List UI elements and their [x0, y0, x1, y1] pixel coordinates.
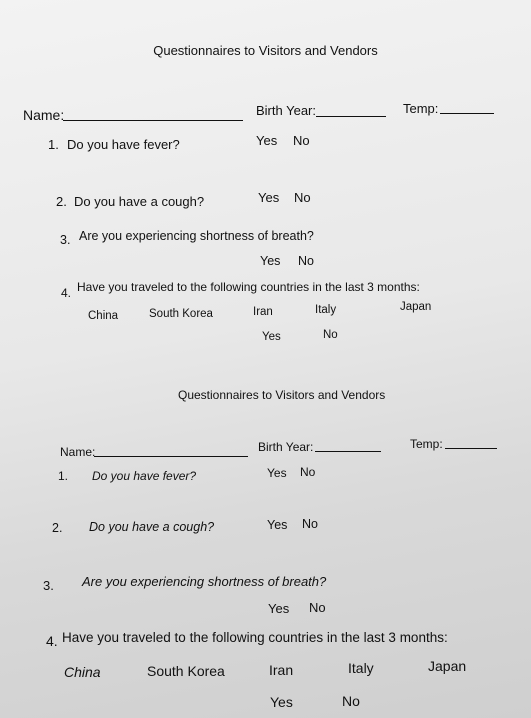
form2-q3-text: Are you experiencing shortness of breath?	[82, 574, 327, 589]
form2-temp-line[interactable]	[445, 448, 497, 449]
form2-birth-year-label: Birth Year:	[258, 440, 314, 454]
form2-q4-number: 4.	[46, 633, 58, 649]
form2-country-italy: Italy	[348, 660, 374, 676]
form1-q2-text: Do you have a cough?	[74, 194, 205, 209]
form2-q1-yes[interactable]: Yes	[267, 466, 287, 480]
form1-q1-yes[interactable]: Yes	[256, 133, 278, 148]
form1-name-line[interactable]	[63, 120, 243, 121]
form1-name-label: Name:	[23, 107, 65, 123]
form2-q4-no[interactable]: No	[342, 693, 360, 709]
form1-title: Questionnaires to Visitors and Vendors	[153, 43, 378, 58]
form2-country-japan: Japan	[428, 658, 467, 674]
form2-birth-year-line[interactable]	[315, 451, 381, 452]
form1-q2-no[interactable]: No	[294, 190, 311, 205]
form2-q2-text: Do you have a cough?	[89, 520, 215, 534]
form2-q3-no[interactable]: No	[309, 600, 326, 615]
form1-country-japan: Japan	[400, 301, 432, 313]
form2-country-iran: Iran	[269, 662, 294, 678]
form2-q1-no[interactable]: No	[300, 465, 316, 479]
form1-q2-number: 2.	[56, 194, 67, 209]
form2-country-south-korea: South Korea	[147, 663, 225, 679]
form1-q4-number: 4.	[61, 286, 72, 300]
form2-q2-yes[interactable]: Yes	[267, 518, 288, 532]
form1-q4-yes[interactable]: Yes	[262, 331, 281, 343]
form2-q3-yes[interactable]: Yes	[268, 601, 290, 616]
form2-q1-number: 1.	[58, 469, 69, 483]
form2-name-label: Name:	[60, 445, 96, 459]
form1-q1-number: 1.	[48, 137, 59, 152]
form1-q3-text: Are you experiencing shortness of breath?	[79, 229, 314, 243]
form1-q3-yes[interactable]: Yes	[260, 254, 281, 268]
form2-title: Questionnaires to Visitors and Vendors	[178, 388, 386, 402]
form1-country-china: China	[88, 310, 119, 322]
form2-q1-text: Do you have fever?	[92, 469, 197, 483]
form2-country-china: China	[64, 664, 101, 680]
form1-q3-no[interactable]: No	[298, 254, 314, 268]
form1-q2-yes[interactable]: Yes	[258, 190, 280, 205]
form1-birth-year-line[interactable]	[316, 116, 386, 117]
form1-q4-text: Have you traveled to the following countries in the last 3 months:	[77, 280, 420, 294]
form2-temp-label: Temp:	[410, 437, 443, 451]
form1-q1-no[interactable]: No	[293, 133, 310, 148]
form1-q1-text: Do you have fever?	[67, 137, 180, 152]
form1-country-italy: Italy	[315, 304, 337, 316]
form1-birth-year-label: Birth Year:	[256, 103, 316, 118]
form2-q2-number: 2.	[52, 521, 63, 535]
form2-q2-no[interactable]: No	[302, 517, 318, 531]
form1-country-south-korea: South Korea	[149, 308, 213, 320]
form1-temp-line[interactable]	[440, 113, 494, 114]
form1-country-iran: Iran	[253, 306, 273, 318]
form1-temp-label: Temp:	[403, 101, 439, 116]
form1-q4-no[interactable]: No	[323, 329, 338, 341]
form2-q3-number: 3.	[43, 578, 54, 593]
form1-q3-number: 3.	[60, 233, 71, 247]
form2-q4-text: Have you traveled to the following countries in the last 3 months:	[62, 630, 448, 645]
form2-q4-yes[interactable]: Yes	[270, 694, 293, 710]
form2-name-line[interactable]	[94, 456, 248, 457]
